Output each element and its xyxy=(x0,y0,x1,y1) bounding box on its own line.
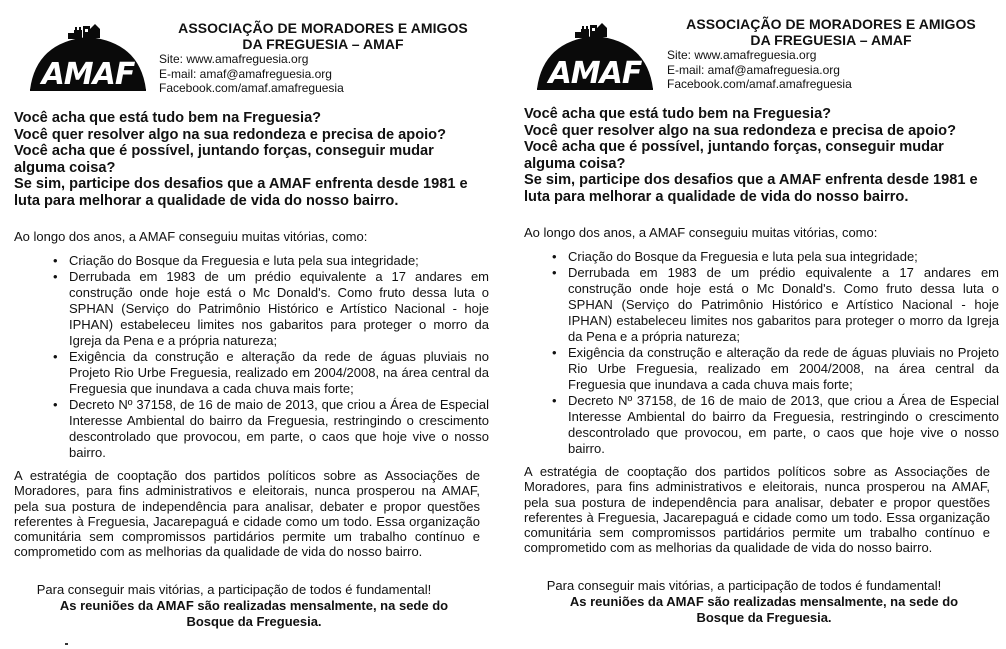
question-line: Você acha que é possível, juntando forças, conseguir mudar xyxy=(524,139,944,156)
closing-block xyxy=(524,578,1004,625)
amaf-logo-icon xyxy=(28,18,148,92)
meeting-info-line2: Bosque da Freguesia. xyxy=(186,613,322,629)
meeting-info-line2: Bosque da Freguesia. xyxy=(696,609,832,625)
site-link[interactable]: Site: www.amafreguesia.org xyxy=(667,48,817,62)
bullet-icon: • xyxy=(552,345,557,360)
list-item xyxy=(551,265,999,345)
header xyxy=(666,16,996,92)
question-line: Se sim, participe dos desafios que a AMAF enfrenta desde 1981 e xyxy=(14,176,468,193)
org-name-line1: ASSOCIAÇÃO DE MORADORES E AMIGOS xyxy=(178,20,468,36)
victory-text: Derrubada em 1983 de um prédio equivalente a 17 andares em construção onde hoje está o Mc Donald's. Como fruto dessa luta o SPHAN (Serviço do Patrimônio Histórico e Artístico Nacional - hoje IPHAN) estabeleceu limites nos gabaritos para proteger o morro da Igreja da Pena e a própria natureza; xyxy=(568,265,999,344)
victories-list xyxy=(551,249,999,457)
contact-info xyxy=(667,48,996,92)
svg-text:AMAF: AMAF xyxy=(41,57,135,92)
call-to-action: Para conseguir mais vitórias, a participação de todos é fundamental! xyxy=(546,578,942,593)
svg-text:AMAF: AMAF xyxy=(548,56,642,91)
call-to-action: Para conseguir mais vitórias, a participação de todos é fundamental! xyxy=(36,582,432,597)
bullet-icon: • xyxy=(53,253,58,268)
list-item xyxy=(52,397,489,461)
bullet-icon: • xyxy=(53,269,58,284)
victory-text: Decreto Nº 37158, de 16 de maio de 2013, que criou a Área de Especial Interesse Ambiental do bairro da Freguesia, restringindo o crescimento descontrolado que provocou, em parte, o caos que hoje vive o nosso bairro. xyxy=(568,393,999,456)
list-item xyxy=(52,349,489,397)
org-name-line2: DA FREGUESIA – AMAF xyxy=(750,32,912,48)
list-item xyxy=(551,345,999,393)
victory-text: Criação do Bosque da Freguesia e luta pela sua integridade; xyxy=(69,253,419,268)
list-item xyxy=(52,269,489,349)
stray-mark xyxy=(65,643,68,645)
question-line: Você quer resolver algo na sua redondeza e precisa de apoio? xyxy=(14,126,447,143)
flyer-left xyxy=(14,0,494,640)
facebook-link[interactable]: Facebook.com/amaf.amafreguesia xyxy=(159,81,344,95)
list-item xyxy=(551,249,999,265)
bullet-icon: • xyxy=(552,265,557,280)
meeting-info-line1: As reuniões da AMAF são realizadas mensalmente, na sede do xyxy=(569,594,959,609)
victory-text: Exigência da construção e alteração da rede de águas pluviais no Projeto Rio Urbe Freguesia, realizado em 2004/2008, na área central da Freguesia que inundava a cada chuva mais forte; xyxy=(568,345,999,392)
list-item xyxy=(52,253,489,269)
flyer-right xyxy=(524,0,1004,640)
strategy-paragraph: A estratégia de cooptação dos partidos políticos sobre as Associações de Moradores, para fins administrativos e eleitorais, nunca prosperou na AMAF, pela sua postura de independência para analisar, debater e propor questões referentes à Freguesia, Jacarepaguá e cidade como um todo. Essa organização comunitária sem compromissos partidários permite um trabalho contínuo e comprometido com as melhorias da qualidade de vida do nosso bairro. xyxy=(14,468,480,560)
question-line: alguma coisa? xyxy=(524,155,626,172)
meeting-info-line1: As reuniões da AMAF são realizadas mensalmente, na sede do xyxy=(59,598,449,613)
question-line: alguma coisa? xyxy=(14,159,116,176)
email-link[interactable]: E-mail: amaf@amafreguesia.org xyxy=(667,62,840,77)
question-line: Você acha que é possível, juntando forças, conseguir mudar xyxy=(14,143,434,160)
question-line: luta para melhorar a qualidade de vida do nosso bairro. xyxy=(14,192,399,209)
strategy-paragraph: A estratégia de cooptação dos partidos políticos sobre as Associações de Moradores, para fins administrativos e eleitorais, nunca prosperou na AMAF, pela sua postura de independência para analisar, debater e propor questões referentes à Freguesia, Jacarepaguá e cidade como um todo. Essa organização comunitária sem compromissos partidários permite um trabalho contínuo e comprometido com as melhorias da qualidade de vida do nosso bairro. xyxy=(524,464,990,556)
question-line: Você acha que está tudo bem na Freguesia? xyxy=(524,106,832,122)
site-link[interactable]: Site: www.amafreguesia.org xyxy=(159,52,309,66)
question-line: Você quer resolver algo na sua redondeza e precisa de apoio? xyxy=(524,122,957,139)
contact-info xyxy=(159,52,488,96)
victory-text: Criação do Bosque da Freguesia e luta pela sua integridade; xyxy=(568,249,918,264)
bullet-icon: • xyxy=(552,249,557,264)
questions-block xyxy=(14,110,484,210)
bullet-icon: • xyxy=(552,393,557,408)
header xyxy=(158,20,488,96)
org-name-line2: DA FREGUESIA – AMAF xyxy=(242,36,404,52)
victory-text: Derrubada em 1983 de um prédio equivalente a 17 andares em construção onde hoje está o Mc Donald's. Como fruto dessa luta o SPHAN (Serviço do Patrimônio Histórico e Artístico Nacional - hoje IPHAN) estabeleceu limites nos gabaritos para proteger o morro da Igreja da Pena e a própria natureza; xyxy=(69,269,489,348)
amaf-logo-icon xyxy=(535,17,655,91)
intro-text: Ao longo dos anos, a AMAF conseguiu muitas vitórias, como: xyxy=(524,225,878,240)
intro-text: Ao longo dos anos, a AMAF conseguiu muitas vitórias, como: xyxy=(14,229,368,244)
list-item xyxy=(551,393,999,457)
org-name-line1: ASSOCIAÇÃO DE MORADORES E AMIGOS xyxy=(686,16,976,32)
victories-list xyxy=(52,253,489,461)
closing-block xyxy=(14,582,494,629)
facebook-link[interactable]: Facebook.com/amaf.amafreguesia xyxy=(667,77,852,91)
bullet-icon: • xyxy=(53,349,58,364)
email-link[interactable]: E-mail: amaf@amafreguesia.org xyxy=(159,66,332,81)
bullet-icon: • xyxy=(53,397,58,412)
question-line: Você acha que está tudo bem na Freguesia? xyxy=(14,110,322,126)
question-line: luta para melhorar a qualidade de vida do nosso bairro. xyxy=(524,188,909,205)
victory-text: Exigência da construção e alteração da rede de águas pluviais no Projeto Rio Urbe Freguesia, realizado em 2004/2008, na área central da Freguesia que inundava a cada chuva mais forte; xyxy=(69,349,489,396)
question-line: Se sim, participe dos desafios que a AMAF enfrenta desde 1981 e xyxy=(524,172,978,189)
victory-text: Decreto Nº 37158, de 16 de maio de 2013, que criou a Área de Especial Interesse Ambiental do bairro da Freguesia, restringindo o crescimento descontrolado que provocou, em parte, o caos que hoje vive o nosso bairro. xyxy=(69,397,489,460)
questions-block xyxy=(524,106,994,206)
